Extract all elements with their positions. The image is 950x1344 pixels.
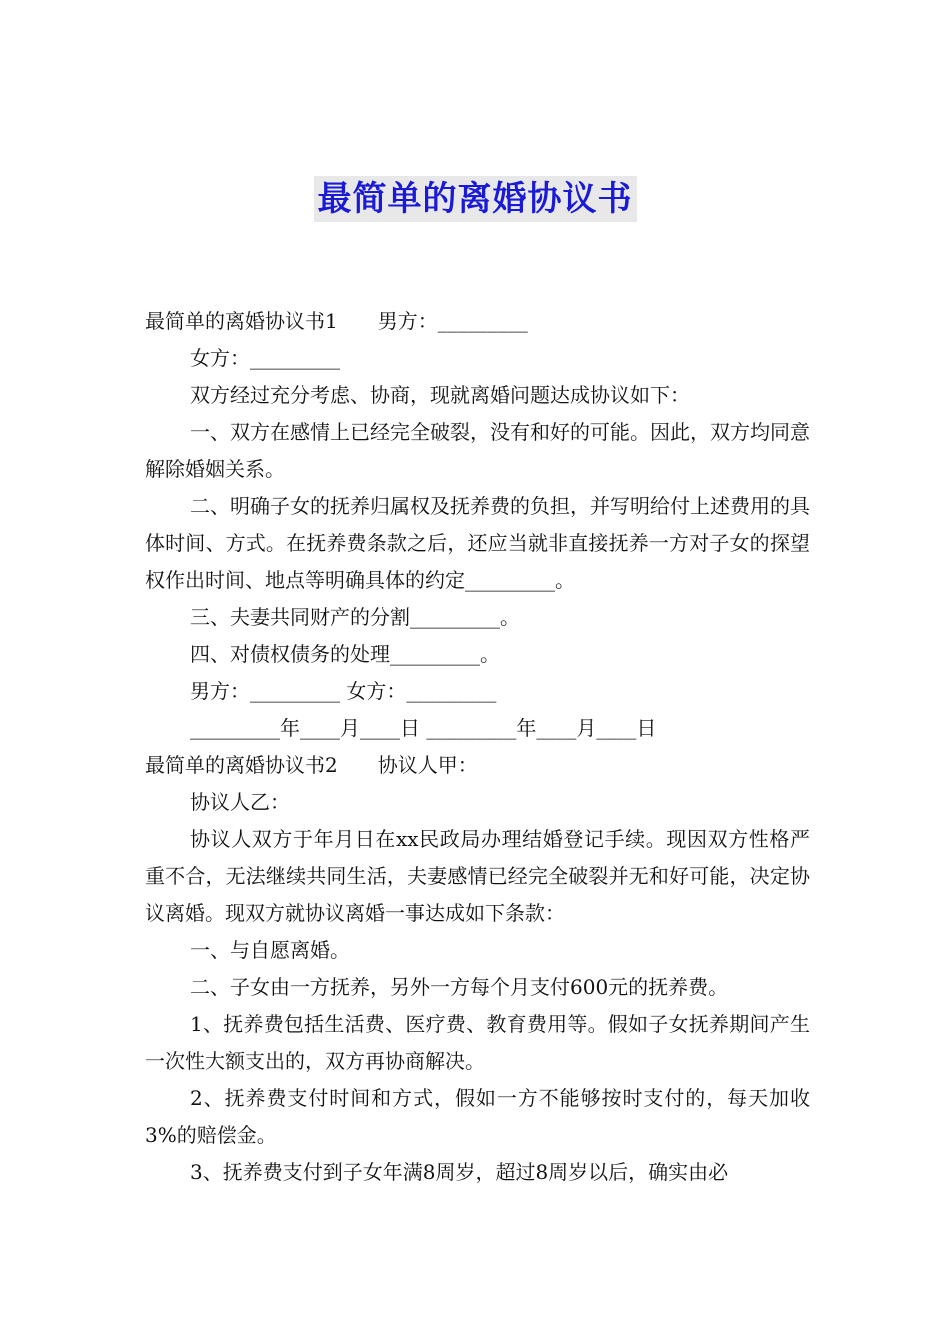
paragraph: 三、夫妻共同财产的分割_________。 xyxy=(190,605,520,629)
paragraph: 协议人乙： xyxy=(190,790,290,814)
title-container xyxy=(0,176,950,222)
paragraph: 一、与自愿离婚。 xyxy=(190,938,350,962)
signature-line: 男方：_________ 女方：_________ xyxy=(190,679,497,703)
document-body xyxy=(145,303,810,1191)
paragraph: 四、对债权债务的处理_________。 xyxy=(190,642,500,666)
paragraph: 协议人双方于年月日在xx民政局办理结婚登记手续。现因双方性格严重不合，无法继续共同生活，夫妻感情已经完全破裂并无和好可能，决定协议离婚。现双方就协议离婚一事达成如下条款： xyxy=(145,827,810,925)
paragraph: 双方经过充分考虑、协商，现就离婚问题达成协议如下： xyxy=(190,383,690,407)
document-title: 最简单的离婚协议书 xyxy=(314,176,637,222)
paragraph: 最简单的离婚协议书1 男方：_________ xyxy=(145,309,528,333)
paragraph: 女方：_________ xyxy=(190,346,340,370)
paragraph: 2、抚养费支付时间和方式，假如一方不能够按时支付的，每天加收3%的赔偿金。 xyxy=(145,1086,810,1147)
date-line: _________年____月____日 _________年____月____日 xyxy=(190,716,657,740)
paragraph: 3、抚养费支付到子女年满8周岁，超过8周岁以后，确实由必 xyxy=(190,1160,729,1184)
paragraph: 二、子女由一方抚养，另外一方每个月支付600元的抚养费。 xyxy=(190,975,729,999)
paragraph: 1、抚养费包括生活费、医疗费、教育费用等。假如子女抚养期间产生一次性大额支出的，双方再协商解决。 xyxy=(145,1012,810,1073)
paragraph: 二、明确子女的抚养归属权及抚养费的负担，并写明给付上述费用的具体时间、方式。在抚养费条款之后，还应当就非直接抚养一方对子女的探望权作出时间、地点等明确具体的约定_________。 xyxy=(145,494,810,592)
paragraph: 最简单的离婚协议书2 协议人甲： xyxy=(145,753,478,777)
paragraph: 一、双方在感情上已经完全破裂，没有和好的可能。因此，双方均同意解除婚姻关系。 xyxy=(145,420,810,481)
